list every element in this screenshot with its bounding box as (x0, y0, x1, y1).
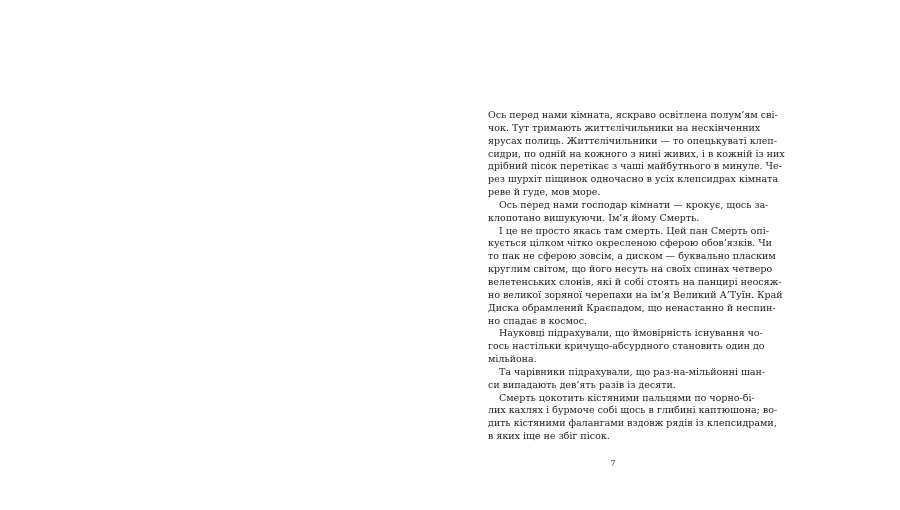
text-line: но спадає в космос. (488, 315, 588, 327)
text-line: рез шурхіт піщинок одночасно в усіх клепсидрах кімната (488, 174, 779, 186)
text-line: Науковці підрахували, що ймовірність існування чо- (499, 328, 763, 340)
text-line: ярусах полиць. Життєлічильники — то опецькуваті клеп- (488, 135, 777, 147)
text-line: мільйона. (488, 354, 537, 366)
text-line: Та чарівники підрахували, що раз-на-мільйонні шан- (499, 366, 766, 378)
text-line: клопотано вишукуючи. Ім’я йому Смерть. (488, 212, 700, 224)
paragraph (488, 225, 783, 329)
body-text (488, 110, 785, 444)
text-line: но великої зоряної черепахи на ім’я Великий А’Туїн. Край (488, 289, 783, 301)
text-line: кується цілком чітко окресленою сферою обов’язків. Чи (488, 238, 772, 250)
paragraph (488, 199, 769, 226)
text-line: дрібний пісок перетікає з чаші майбутнього в минуле. Че- (488, 161, 782, 173)
paragraph (488, 328, 765, 367)
text-line: велетенських слонів, які й собі стоять на панцирі неосяж- (488, 276, 782, 288)
paragraph (488, 392, 778, 444)
text-line: круглим світом, що його несуть на своїх спинах четверо (488, 264, 773, 276)
text-line: Смерть цокотить кістяними пальцями по чорно-бі- (499, 392, 755, 404)
paragraph (488, 366, 766, 393)
text-line: чок. Тут тримають життєлічильники на нескінченних (488, 122, 761, 134)
text-line: Ось перед нами кімната, яскраво освітлена полум’ям сві- (488, 110, 778, 121)
text-line: гось настільки кричущо-абсурдного становить один до (488, 341, 765, 353)
page-number: 7 (610, 459, 616, 468)
text-line: І це не просто якась там смерть. Цей пан Смерть опі- (499, 225, 769, 237)
text-line: реве й гуде, мов море. (488, 187, 601, 199)
text-line: Диска обрамлений Краєпадом, що ненастанно й неспин- (488, 302, 776, 314)
text-line: си випадають дев’ять разів із десяти. (488, 379, 676, 391)
text-line: в яких іще не збіг пісок. (488, 431, 610, 443)
text-line: Ось перед нами господар кімнати — крокує, щось за- (499, 199, 769, 211)
text-line: дить кістяними фалангами вздовж рядів із клепсидрами, (488, 418, 777, 430)
text-line: лих кахлях і бурмоче собі щось в глибині каптюшона; во- (488, 405, 778, 417)
paragraph (488, 110, 785, 200)
text-line: сидри, по одній на кожного з нині живих, і в кожній із них (488, 148, 785, 160)
text-line: то пак не сферою зовсім, а диском — буквально пласким (488, 251, 776, 263)
